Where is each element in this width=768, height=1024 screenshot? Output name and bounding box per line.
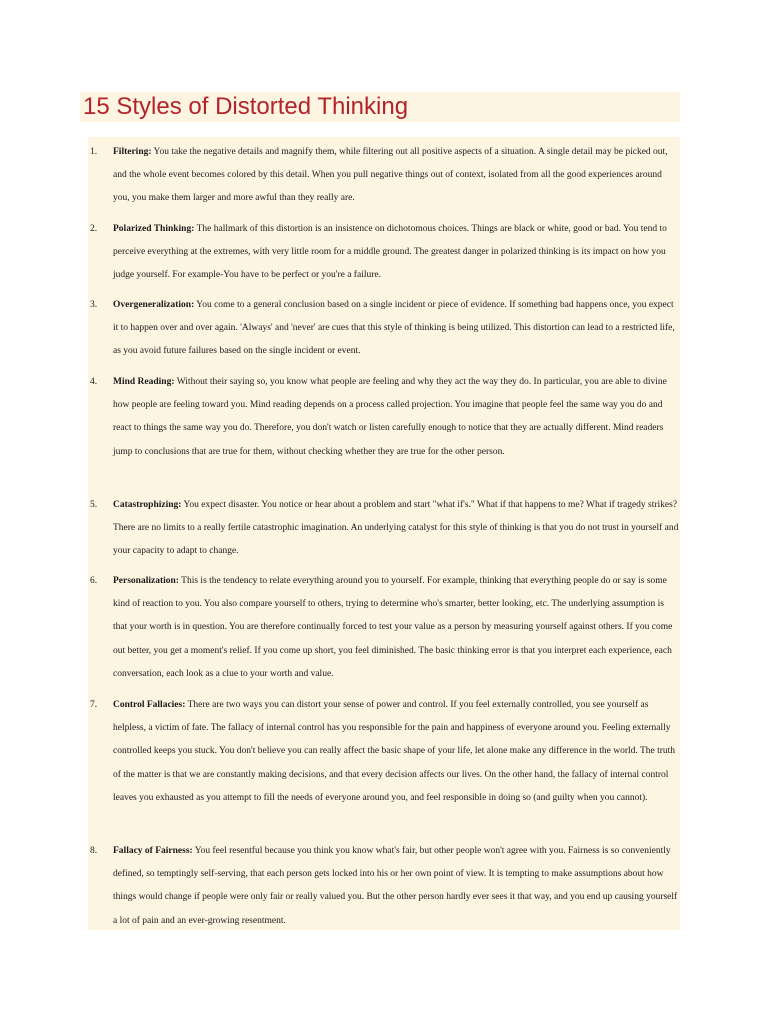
item-body (113, 294, 679, 364)
item-number: 2. (90, 224, 98, 234)
item-description: You take the negative details and magnify them, while filtering out all positive aspects of a situation. A single detail may be picked out, and the whole event becomes colored by this detail. When you pull negative things out of context, isolated from all the good experiences around you, you make them larger and more awful than they really are. (113, 147, 668, 204)
item-description: The hallmark of this distortion is an insistence on dichotomous choices. Things are black or white, good or bad. You tend to perceive everything at the extremes, with very little room for a middle ground. The greatest danger in polarized thinking is its impact on how you judge yourself. For example-You have to be perfect or you're a failure. (113, 224, 667, 281)
item-term: Filtering: (113, 147, 152, 157)
item-number: 4. (90, 377, 98, 387)
item-number: 5. (90, 500, 98, 510)
item-term: Fallacy of Fairness: (113, 846, 193, 856)
item-body (113, 371, 679, 464)
item-term: Personalization: (113, 576, 179, 586)
item-body (113, 141, 679, 211)
item-term: Control Fallacies: (113, 700, 186, 710)
item-body (113, 494, 679, 564)
item-number: 7. (90, 700, 98, 710)
title-bar (80, 92, 680, 122)
content-box (88, 137, 680, 930)
item-description: You expect disaster. You notice or hear about a problem and start "what if's." What if that happens to me? What if tragedy strikes? There are no limits to a really fertile catastrophic imagination. An underlying catalyst for this style of thinking is that you do not trust in yourself and your capacity to adapt to change. (113, 500, 679, 557)
item-description: You come to a general conclusion based on a single incident or piece of evidence. If something bad happens once, you expect it to happen over and over again. 'Always' and 'never' are cues that this style of thinking is being utilized. This distortion can lead to a restricted life, as you avoid future failures based on the single incident or event. (113, 300, 675, 357)
item-term: Overgeneralization: (113, 300, 195, 310)
item-number: 6. (90, 576, 98, 586)
item-body (113, 694, 679, 810)
item-number: 3. (90, 300, 98, 310)
item-description: Without their saying so, you know what people are feeling and why they act the way they do. In particular, you are able to divine how people are feeling toward you. Mind reading depends on a process called projection. You imagine that people feel the same way you do and react to things the same way you do. Therefore, you don't watch or listen carefully enough to notice that they are actually different. Mind readers jump to conclusions that are true for them, without checking whether they are true for the other person. (113, 377, 667, 457)
item-term: Catastrophizing: (113, 500, 182, 510)
item-description: You feel resentful because you think you know what's fair, but other people won't agree with you. Fairness is so conveniently defined, so temptingly self-serving, that each person gets locked into his or her own point of view. It is tempting to make assumptions about how things would change if people were only fair or really valued you. But the other person hardly ever sees it that way, and you end up causing yourself a lot of pain and an ever-growing resentment. (113, 846, 678, 926)
page-title: 15 Styles of Distorted Thinking (83, 93, 409, 120)
item-term: Mind Reading: (113, 377, 175, 387)
item-body (113, 840, 679, 933)
item-number: 1. (90, 147, 98, 157)
item-body (113, 570, 679, 686)
item-number: 8. (90, 846, 98, 856)
item-description: This is the tendency to relate everything around you to yourself. For example, thinking that everything people do or say is some kind of reaction to you. You also compare yourself to others, trying to determine who's smarter, better looking, etc. The underlying assumption is that your worth is in question. You are therefore continually forced to test your value as a person by measuring yourself against others. If you come out better, you get a moment's relief. If you come up short, you feel diminished. The basic thinking error is that you interpret each experience, each conversation, each look as a clue to your worth and value. (113, 576, 673, 679)
item-description: There are two ways you can distort your sense of power and control. If you feel externally controlled, you see yourself as helpless, a victim of fate. The fallacy of internal control has you responsible for the pain and happiness of everyone around you. Feeling externally controlled keeps you stuck. You don't believe you can really affect the basic shape of your life, let alone make any difference in the world. The truth of the matter is that we are constantly making decisions, and that every decision affects our lives. On the other hand, the fallacy of internal control leaves you exhausted as you attempt to fill the needs of everyone around you, and feel responsible in doing so (and guilty when you cannot). (113, 700, 676, 803)
item-term: Polarized Thinking: (113, 224, 195, 234)
item-body (113, 218, 679, 288)
